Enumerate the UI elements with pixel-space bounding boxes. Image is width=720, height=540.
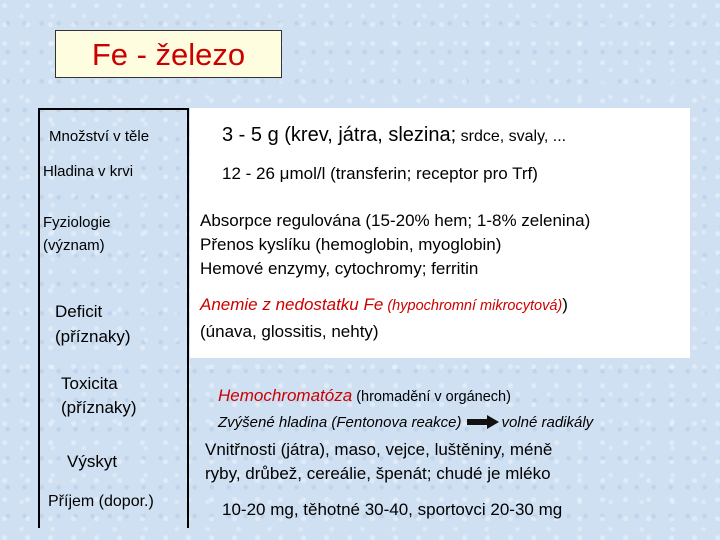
value-toxicita-line2-b: volné radikály xyxy=(501,414,594,431)
label-hladina: Hladina v krvi xyxy=(43,163,134,180)
value-hladina-post: mol/l (transferin; receptor pro Trf) xyxy=(289,164,538,183)
value-fyziologie-line: Absorpce regulována (15-20% hem; 1-8% zelenina) xyxy=(200,211,591,230)
arrow-right-icon xyxy=(467,415,499,429)
label-toxicita-line: (příznaky) xyxy=(61,398,137,417)
value-vyskyt-line: Vnitřnosti (játra), maso, vejce, luštěniny, méně xyxy=(205,440,553,459)
label-toxicita-line: Toxicita xyxy=(61,374,118,393)
value-toxicita-line2 xyxy=(218,410,593,436)
value-toxicita-line2-a: Zvýšené hladina (Fentonova reakce) xyxy=(218,414,462,431)
label-deficit-line: Deficit xyxy=(55,302,103,321)
label-deficit xyxy=(55,299,131,349)
value-toxicita-red: Hemochromatóza xyxy=(218,386,353,405)
value-mnozstvi-main: 3 - 5 g (krev, játra, slezina; xyxy=(222,124,457,146)
label-fyziologie-line: Fyziologie xyxy=(43,214,111,231)
value-toxicita-line1 xyxy=(218,383,593,410)
label-prijem: Příjem (dopor.) xyxy=(48,493,154,510)
value-vyskyt-line: ryby, drůbež, cereálie, špenát; chudé je mléko xyxy=(205,464,551,483)
value-hladina-mu: μ xyxy=(279,164,290,183)
value-prijem: 10-20 mg, těhotné 30-40, sportovci 20-30 mg xyxy=(222,500,563,519)
value-fyziologie-line: Hemové enzymy, cytochromy; ferritin xyxy=(200,259,479,278)
label-fyziologie-line: (význam) xyxy=(43,237,105,254)
value-vyskyt xyxy=(205,438,552,486)
label-deficit-line: (příznaky) xyxy=(55,327,131,346)
value-hladina xyxy=(222,162,538,185)
value-toxicita xyxy=(218,383,593,436)
value-deficit-red: Anemie z nedostatku Fe xyxy=(200,295,384,314)
label-toxicita xyxy=(61,372,137,420)
slide-title: Fe - železo xyxy=(55,30,282,78)
value-mnozstvi-rest: srdce, svaly, ... xyxy=(456,128,567,145)
label-fyziologie xyxy=(43,211,111,257)
label-vyskyt: Výskyt xyxy=(67,452,118,471)
value-deficit-tail: ) xyxy=(562,295,568,314)
value-hladina-pre: 12 - 26 xyxy=(222,164,280,183)
value-toxicita-note: (hromadění v orgánech) xyxy=(352,389,511,405)
value-deficit-line2: (únava, glossitis, nehty) xyxy=(200,322,379,341)
value-fyziologie-line: Přenos kyslíku (hemoglobin, myoglobin) xyxy=(200,235,502,254)
value-deficit-line1 xyxy=(200,292,568,319)
label-mnozstvi: Množství v těle xyxy=(49,128,150,145)
value-mnozstvi xyxy=(222,122,566,150)
value-deficit xyxy=(200,292,568,344)
value-fyziologie xyxy=(200,209,590,281)
value-deficit-red-small: (hypochromní mikrocytová) xyxy=(383,298,563,314)
